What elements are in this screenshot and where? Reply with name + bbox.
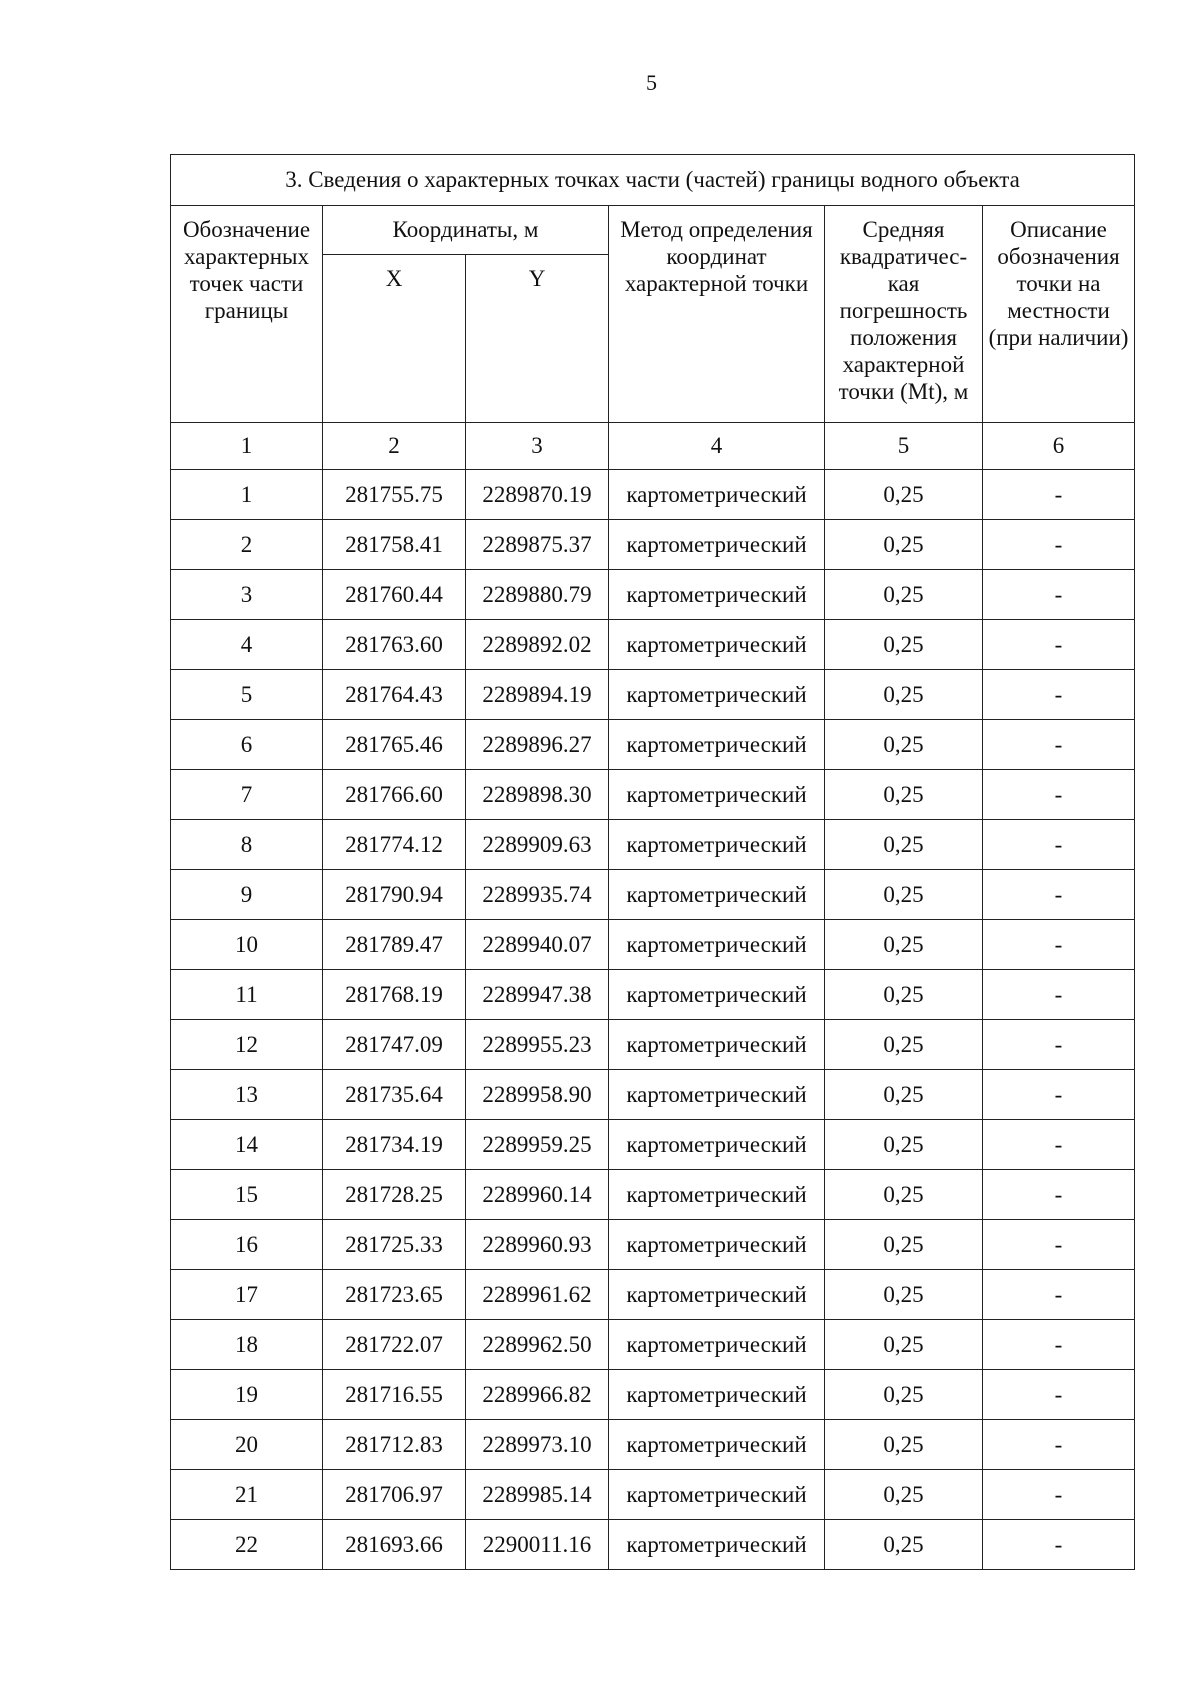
- x-coordinate-cell: 281755.75: [323, 470, 466, 520]
- description-cell: -: [983, 620, 1135, 670]
- point-number-cell: 12: [171, 1020, 323, 1070]
- point-number-cell: 6: [171, 720, 323, 770]
- header-coordinates: Координаты, м: [323, 206, 609, 255]
- method-cell: картометрический: [609, 670, 825, 720]
- x-coordinate-cell: 281790.94: [323, 870, 466, 920]
- table-row: [171, 1220, 1135, 1270]
- table-row: [171, 720, 1135, 770]
- header-description: Описание обозначения точки на местности (при наличии): [983, 206, 1135, 423]
- x-coordinate-cell: 281763.60: [323, 620, 466, 670]
- description-cell: -: [983, 820, 1135, 870]
- error-cell: 0,25: [825, 1220, 983, 1270]
- table-row: [171, 1120, 1135, 1170]
- method-cell: картометрический: [609, 1070, 825, 1120]
- error-cell: 0,25: [825, 720, 983, 770]
- description-cell: -: [983, 1270, 1135, 1320]
- table-row: [171, 1320, 1135, 1370]
- point-number-cell: 7: [171, 770, 323, 820]
- table-row: [171, 1070, 1135, 1120]
- header-row: [171, 206, 1135, 255]
- table-row: [171, 970, 1135, 1020]
- table-row: [171, 470, 1135, 520]
- y-coordinate-cell: 2289985.14: [466, 1470, 609, 1520]
- x-coordinate-cell: 281735.64: [323, 1070, 466, 1120]
- y-coordinate-cell: 2289940.07: [466, 920, 609, 970]
- method-cell: картометрический: [609, 1120, 825, 1170]
- x-coordinate-cell: 281693.66: [323, 1520, 466, 1570]
- method-cell: картометрический: [609, 870, 825, 920]
- x-coordinate-cell: 281728.25: [323, 1170, 466, 1220]
- point-number-cell: 21: [171, 1470, 323, 1520]
- method-cell: картометрический: [609, 1320, 825, 1370]
- error-cell: 0,25: [825, 570, 983, 620]
- y-coordinate-cell: 2289962.50: [466, 1320, 609, 1370]
- y-coordinate-cell: 2289898.30: [466, 770, 609, 820]
- method-cell: картометрический: [609, 470, 825, 520]
- table-body: [171, 470, 1135, 1570]
- x-coordinate-cell: 281747.09: [323, 1020, 466, 1070]
- error-cell: 0,25: [825, 1070, 983, 1120]
- x-coordinate-cell: 281722.07: [323, 1320, 466, 1370]
- x-coordinate-cell: 281768.19: [323, 970, 466, 1020]
- method-cell: картометрический: [609, 920, 825, 970]
- description-cell: -: [983, 570, 1135, 620]
- point-number-cell: 9: [171, 870, 323, 920]
- point-number-cell: 15: [171, 1170, 323, 1220]
- x-coordinate-cell: 281725.33: [323, 1220, 466, 1270]
- x-coordinate-cell: 281774.12: [323, 820, 466, 870]
- point-number-cell: 17: [171, 1270, 323, 1320]
- error-cell: 0,25: [825, 1420, 983, 1470]
- description-cell: -: [983, 1020, 1135, 1070]
- method-cell: картометрический: [609, 770, 825, 820]
- y-coordinate-cell: 2289896.27: [466, 720, 609, 770]
- method-cell: картометрический: [609, 1370, 825, 1420]
- table-row: [171, 770, 1135, 820]
- y-coordinate-cell: 2289947.38: [466, 970, 609, 1020]
- table-row: [171, 870, 1135, 920]
- description-cell: -: [983, 1370, 1135, 1420]
- description-cell: -: [983, 1220, 1135, 1270]
- point-number-cell: 14: [171, 1120, 323, 1170]
- y-coordinate-cell: 2289935.74: [466, 870, 609, 920]
- column-number-row: [171, 423, 1135, 470]
- x-coordinate-cell: 281765.46: [323, 720, 466, 770]
- column-number: 6: [983, 423, 1135, 470]
- description-cell: -: [983, 670, 1135, 720]
- description-cell: -: [983, 1470, 1135, 1520]
- table-row: [171, 620, 1135, 670]
- error-cell: 0,25: [825, 820, 983, 870]
- y-coordinate-cell: 2289960.14: [466, 1170, 609, 1220]
- description-cell: -: [983, 870, 1135, 920]
- column-number: 3: [466, 423, 609, 470]
- x-coordinate-cell: 281760.44: [323, 570, 466, 620]
- table-row: [171, 1470, 1135, 1520]
- description-cell: -: [983, 770, 1135, 820]
- table-row: [171, 1170, 1135, 1220]
- point-number-cell: 2: [171, 520, 323, 570]
- description-cell: -: [983, 1070, 1135, 1120]
- point-number-cell: 4: [171, 620, 323, 670]
- description-cell: -: [983, 1520, 1135, 1570]
- method-cell: картометрический: [609, 1420, 825, 1470]
- table-title: 3. Сведения о характерных точках части (частей) границы водного объекта: [171, 155, 1135, 206]
- method-cell: картометрический: [609, 1470, 825, 1520]
- y-coordinate-cell: 2290011.16: [466, 1520, 609, 1570]
- x-coordinate-cell: 281766.60: [323, 770, 466, 820]
- table-title-row: [171, 155, 1135, 206]
- error-cell: 0,25: [825, 520, 983, 570]
- error-cell: 0,25: [825, 670, 983, 720]
- header-x: X: [323, 255, 466, 423]
- error-cell: 0,25: [825, 770, 983, 820]
- error-cell: 0,25: [825, 920, 983, 970]
- point-number-cell: 13: [171, 1070, 323, 1120]
- y-coordinate-cell: 2289973.10: [466, 1420, 609, 1470]
- error-cell: 0,25: [825, 970, 983, 1020]
- table-row: [171, 1420, 1135, 1470]
- table-row: [171, 1020, 1135, 1070]
- method-cell: картометрический: [609, 1220, 825, 1270]
- column-number: 4: [609, 423, 825, 470]
- description-cell: -: [983, 1420, 1135, 1470]
- header-mean-square-error: Средняя квадратичес-кая погрешность положения характерной точки (Mt), м: [825, 206, 983, 423]
- x-coordinate-cell: 281758.41: [323, 520, 466, 570]
- point-number-cell: 16: [171, 1220, 323, 1270]
- point-number-cell: 5: [171, 670, 323, 720]
- y-coordinate-cell: 2289870.19: [466, 470, 609, 520]
- x-coordinate-cell: 281716.55: [323, 1370, 466, 1420]
- error-cell: 0,25: [825, 1370, 983, 1420]
- description-cell: -: [983, 1320, 1135, 1370]
- header-point-designation: Обозначение характерных точек части границы: [171, 206, 323, 423]
- header-method: Метод определения координат характерной точки: [609, 206, 825, 423]
- error-cell: 0,25: [825, 870, 983, 920]
- x-coordinate-cell: 281764.43: [323, 670, 466, 720]
- y-coordinate-cell: 2289966.82: [466, 1370, 609, 1420]
- y-coordinate-cell: 2289894.19: [466, 670, 609, 720]
- point-number-cell: 22: [171, 1520, 323, 1570]
- table-row: [171, 520, 1135, 570]
- table-row: [171, 1270, 1135, 1320]
- boundary-points-table: [170, 154, 1135, 1570]
- table-row: [171, 670, 1135, 720]
- y-coordinate-cell: 2289959.25: [466, 1120, 609, 1170]
- column-number: 2: [323, 423, 466, 470]
- method-cell: картометрический: [609, 1020, 825, 1070]
- error-cell: 0,25: [825, 1270, 983, 1320]
- column-number: 1: [171, 423, 323, 470]
- table-row: [171, 1370, 1135, 1420]
- point-number-cell: 8: [171, 820, 323, 870]
- table-row: [171, 820, 1135, 870]
- method-cell: картометрический: [609, 820, 825, 870]
- error-cell: 0,25: [825, 470, 983, 520]
- y-coordinate-cell: 2289960.93: [466, 1220, 609, 1270]
- method-cell: картометрический: [609, 970, 825, 1020]
- point-number-cell: 3: [171, 570, 323, 620]
- table-row: [171, 920, 1135, 970]
- point-number-cell: 11: [171, 970, 323, 1020]
- page-number: 5: [646, 70, 657, 95]
- method-cell: картометрический: [609, 720, 825, 770]
- point-number-cell: 20: [171, 1420, 323, 1470]
- error-cell: 0,25: [825, 1120, 983, 1170]
- description-cell: -: [983, 970, 1135, 1020]
- method-cell: картометрический: [609, 1170, 825, 1220]
- x-coordinate-cell: 281734.19: [323, 1120, 466, 1170]
- y-coordinate-cell: 2289880.79: [466, 570, 609, 620]
- point-number-cell: 19: [171, 1370, 323, 1420]
- column-number: 5: [825, 423, 983, 470]
- table-row: [171, 1520, 1135, 1570]
- method-cell: картометрический: [609, 570, 825, 620]
- description-cell: -: [983, 1170, 1135, 1220]
- x-coordinate-cell: 281712.83: [323, 1420, 466, 1470]
- description-cell: -: [983, 470, 1135, 520]
- point-number-cell: 10: [171, 920, 323, 970]
- error-cell: 0,25: [825, 1470, 983, 1520]
- x-coordinate-cell: 281706.97: [323, 1470, 466, 1520]
- y-coordinate-cell: 2289892.02: [466, 620, 609, 670]
- method-cell: картометрический: [609, 1520, 825, 1570]
- method-cell: картометрический: [609, 1270, 825, 1320]
- x-coordinate-cell: 281789.47: [323, 920, 466, 970]
- y-coordinate-cell: 2289961.62: [466, 1270, 609, 1320]
- method-cell: картометрический: [609, 620, 825, 670]
- point-number-cell: 18: [171, 1320, 323, 1370]
- error-cell: 0,25: [825, 1520, 983, 1570]
- point-number-cell: 1: [171, 470, 323, 520]
- description-cell: -: [983, 520, 1135, 570]
- error-cell: 0,25: [825, 1020, 983, 1070]
- y-coordinate-cell: 2289875.37: [466, 520, 609, 570]
- error-cell: 0,25: [825, 1170, 983, 1220]
- description-cell: -: [983, 1120, 1135, 1170]
- x-coordinate-cell: 281723.65: [323, 1270, 466, 1320]
- error-cell: 0,25: [825, 1320, 983, 1370]
- y-coordinate-cell: 2289958.90: [466, 1070, 609, 1120]
- description-cell: -: [983, 920, 1135, 970]
- error-cell: 0,25: [825, 620, 983, 670]
- y-coordinate-cell: 2289909.63: [466, 820, 609, 870]
- method-cell: картометрический: [609, 520, 825, 570]
- description-cell: -: [983, 720, 1135, 770]
- header-y: Y: [466, 255, 609, 423]
- y-coordinate-cell: 2289955.23: [466, 1020, 609, 1070]
- table-row: [171, 570, 1135, 620]
